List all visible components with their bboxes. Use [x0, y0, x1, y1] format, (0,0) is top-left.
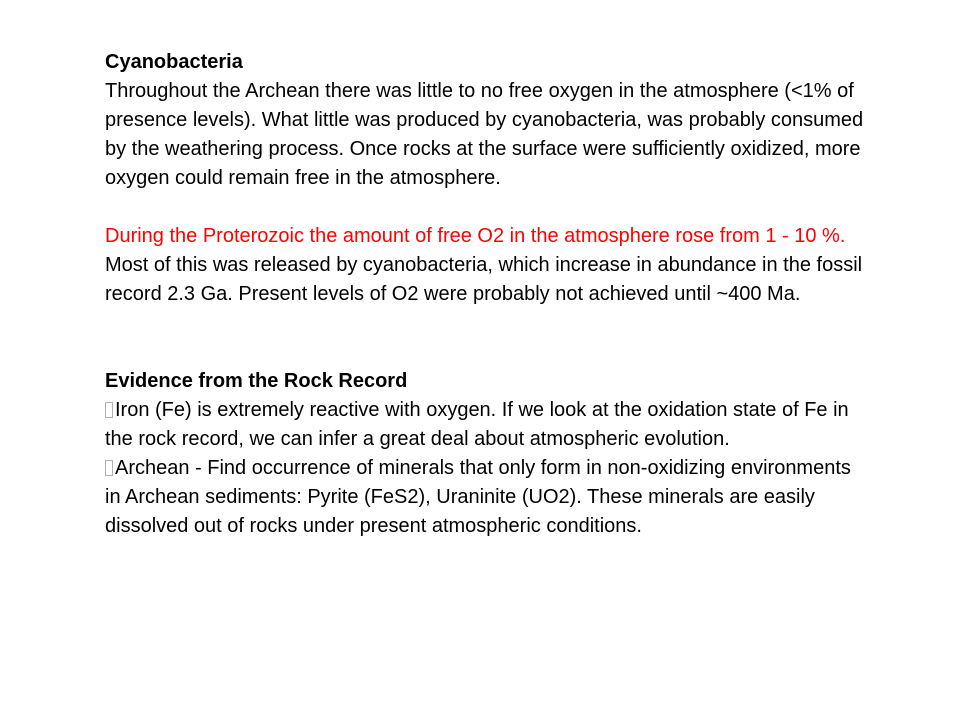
section-heading-rock-record: Evidence from the Rock Record — [105, 370, 408, 392]
section-cyanobacteria — [105, 48, 865, 309]
bullet-item — [105, 454, 865, 541]
section-rock-record — [105, 367, 865, 541]
section-heading-cyanobacteria: Cyanobacteria — [105, 51, 243, 73]
slide-content — [105, 48, 865, 541]
paragraph-archean-oxygen: Throughout the Archean there was little to no free oxygen in the atmosphere (<1% of presence levels). What little was produced by cyanobacteria, was probably consumed by the weathering process. Once rocks at the surface were sufficiently oxidized, more oxygen could remain free in the atmosphere. — [105, 80, 864, 189]
missing-glyph-box-icon — [105, 460, 113, 476]
paragraph-proterozoic-oxygen — [105, 222, 865, 309]
missing-glyph-box-icon — [105, 402, 113, 418]
spacer — [105, 193, 865, 222]
highlighted-text: During the Proterozoic the amount of free O2 in the atmosphere rose from 1 - 10 %. — [105, 225, 846, 247]
paragraph-text: Most of this was released by cyanobacteria, which increase in abundance in the fossil record 2.3 Ga. Present levels of O2 were probably not achieved until ~400 Ma. — [105, 254, 863, 305]
bullet-item — [105, 396, 865, 454]
spacer — [105, 309, 865, 367]
bullet-text: Archean - Find occurrence of minerals that only form in non-oxidizing environments in Archean sediments: Pyrite (FeS2), Uraninite (UO2). These minerals are easily dissolved out of rocks under present atmospheric conditions. — [105, 457, 851, 537]
bullet-text: Iron (Fe) is extremely reactive with oxygen. If we look at the oxidation state of Fe in the rock record, we can infer a great deal about atmospheric evolution. — [105, 399, 849, 450]
